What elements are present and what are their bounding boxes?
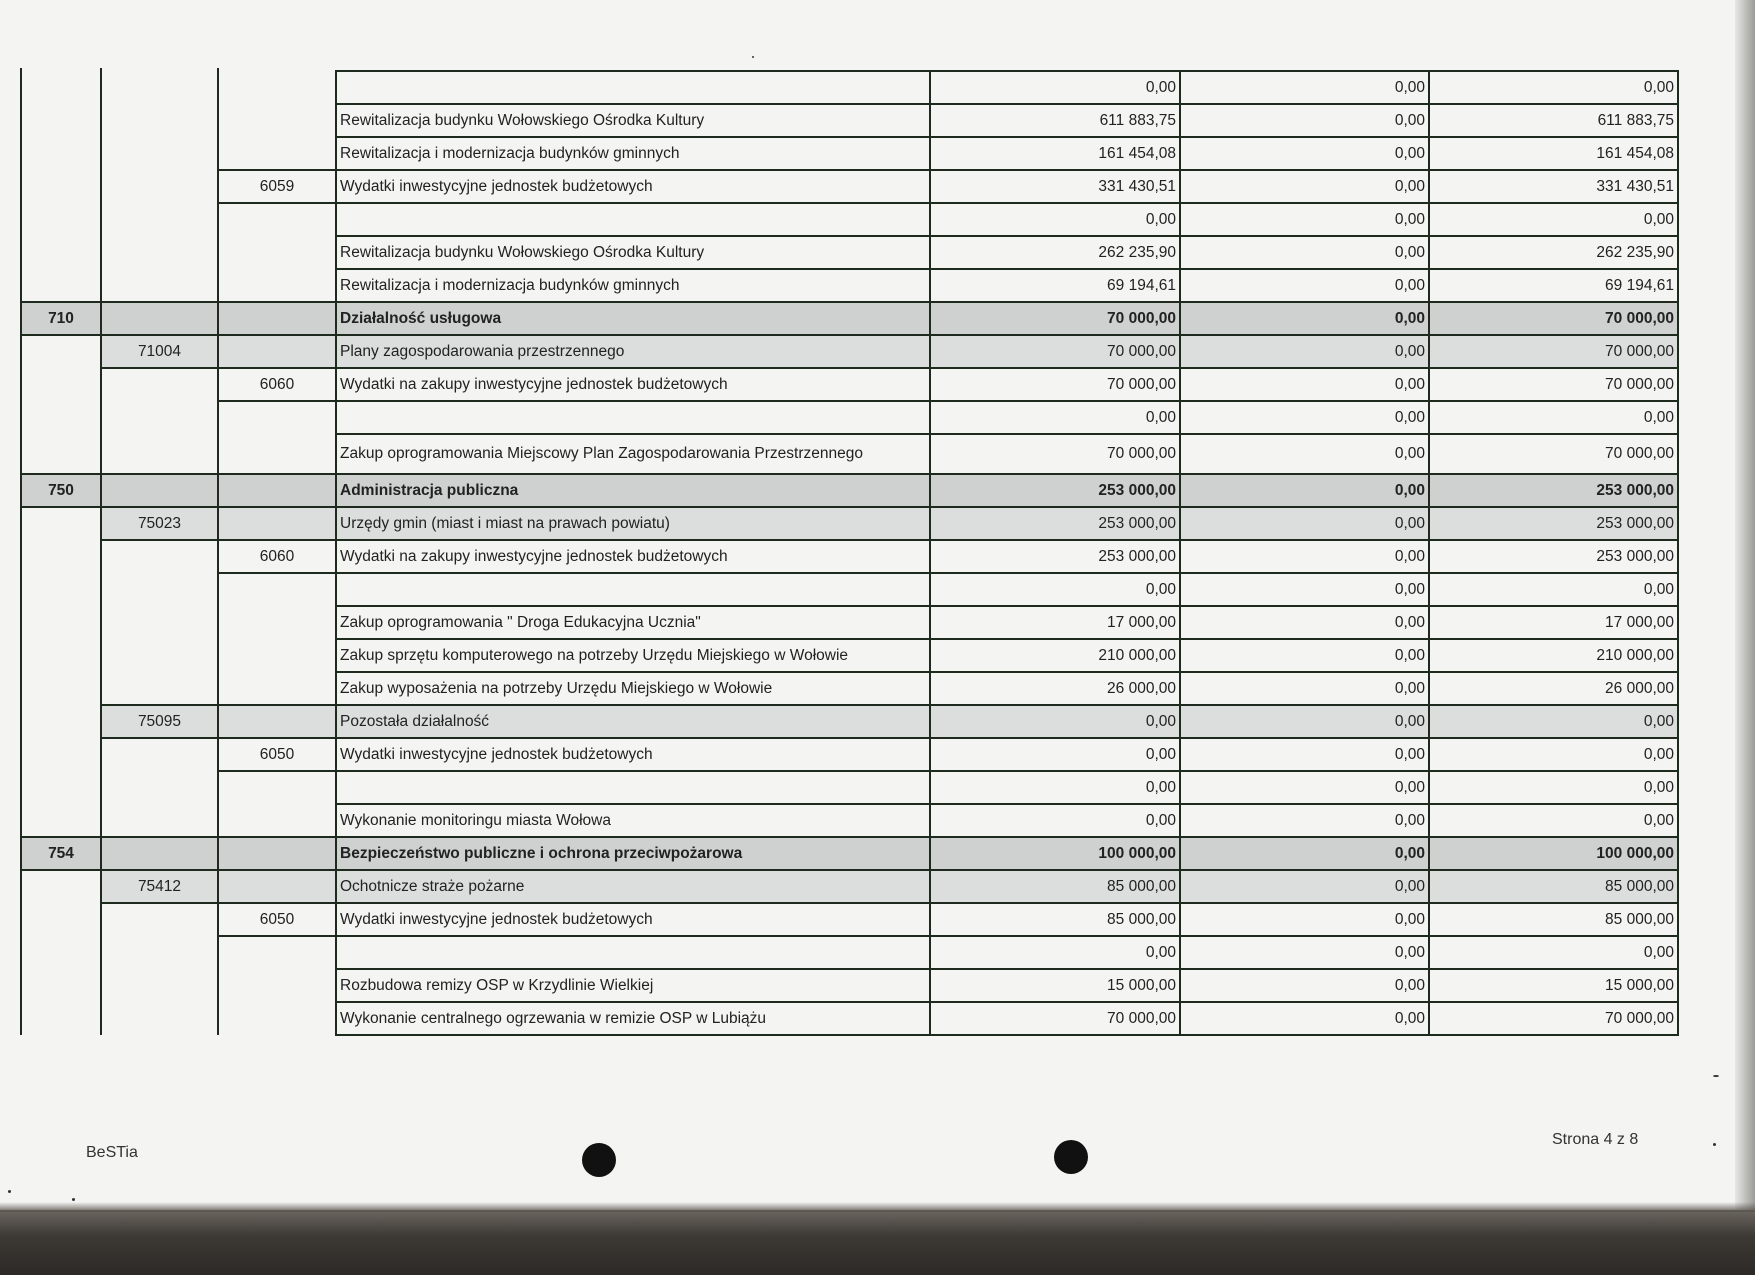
dzial-row <box>21 474 1678 507</box>
paragraf-cell <box>218 302 336 335</box>
description-cell <box>336 401 930 434</box>
description-cell: Wykonanie monitoringu miasta Wołowa <box>336 804 930 837</box>
scan-speck <box>752 56 754 58</box>
rozdzial-cell <box>101 203 218 236</box>
amount-change-cell: 0,00 <box>1180 606 1429 639</box>
description-cell: Zakup wyposażenia na potrzeby Urzędu Miejskiego w Wołowie <box>336 672 930 705</box>
amount-after-cell: 85 000,00 <box>1429 903 1678 936</box>
dzial-cell <box>21 335 101 368</box>
description-cell: Zakup sprzętu komputerowego na potrzeby Urzędu Miejskiego w Wołowie <box>336 639 930 672</box>
paragraf-cell: 6060 <box>218 540 336 573</box>
rozdzial-cell <box>101 137 218 170</box>
rozdzial-cell <box>101 1002 218 1035</box>
rozdzial-row <box>21 335 1678 368</box>
dzial-cell <box>21 870 101 903</box>
dzial-cell: 710 <box>21 302 101 335</box>
rozdzial-cell <box>101 71 218 104</box>
amount-change-cell: 0,00 <box>1180 936 1429 969</box>
rozdzial-cell <box>101 804 218 837</box>
amount-before-cell: 331 430,51 <box>930 170 1180 203</box>
rozdzial-cell <box>101 969 218 1002</box>
scan-speck <box>72 1198 75 1201</box>
amount-change-cell: 0,00 <box>1180 738 1429 771</box>
amount-change-cell: 0,00 <box>1180 434 1429 474</box>
amount-before-cell: 26 000,00 <box>930 672 1180 705</box>
table-row <box>21 771 1678 804</box>
paragraf-cell <box>218 474 336 507</box>
dzial-cell <box>21 969 101 1002</box>
description-cell: Wydatki na zakupy inwestycyjne jednostek budżetowych <box>336 368 930 401</box>
budget-table <box>20 70 1679 1036</box>
dzial-cell <box>21 401 101 434</box>
amount-after-cell: 161 454,08 <box>1429 137 1678 170</box>
amount-before-cell: 210 000,00 <box>930 639 1180 672</box>
description-cell: Rozbudowa remizy OSP w Krzydlinie Wielkiej <box>336 969 930 1002</box>
dzial-row <box>21 837 1678 870</box>
rozdzial-cell <box>101 368 218 401</box>
description-cell: Działalność usługowa <box>336 302 930 335</box>
amount-change-cell: 0,00 <box>1180 771 1429 804</box>
paragraf-row <box>21 540 1678 573</box>
amount-before-cell: 0,00 <box>930 203 1180 236</box>
rozdzial-cell <box>101 573 218 606</box>
paragraf-row <box>21 903 1678 936</box>
rozdzial-cell <box>101 474 218 507</box>
description-cell <box>336 71 930 104</box>
dzial-cell <box>21 104 101 137</box>
amount-change-cell: 0,00 <box>1180 170 1429 203</box>
amount-before-cell: 0,00 <box>930 71 1180 104</box>
rozdzial-cell <box>101 540 218 573</box>
amount-before-cell: 253 000,00 <box>930 474 1180 507</box>
scan-speck <box>1713 1075 1719 1077</box>
paragraf-cell: 6050 <box>218 738 336 771</box>
amount-before-cell: 85 000,00 <box>930 903 1180 936</box>
description-cell <box>336 771 930 804</box>
paragraf-cell <box>218 573 336 606</box>
table-row <box>21 203 1678 236</box>
table-row <box>21 804 1678 837</box>
table-row <box>21 71 1678 104</box>
paragraf-cell <box>218 401 336 434</box>
rozdzial-cell <box>101 434 218 474</box>
rozdzial-cell <box>101 672 218 705</box>
amount-change-cell: 0,00 <box>1180 203 1429 236</box>
paragraf-cell <box>218 606 336 639</box>
paragraf-cell <box>218 639 336 672</box>
dzial-cell <box>21 368 101 401</box>
description-cell: Wydatki inwestycyjne jednostek budżetowych <box>336 738 930 771</box>
amount-before-cell: 100 000,00 <box>930 837 1180 870</box>
dzial-cell: 754 <box>21 837 101 870</box>
dzial-cell <box>21 738 101 771</box>
table-row <box>21 573 1678 606</box>
punch-hole-left <box>582 1143 616 1177</box>
dzial-cell <box>21 804 101 837</box>
amount-after-cell: 0,00 <box>1429 401 1678 434</box>
rozdzial-cell <box>101 738 218 771</box>
dzial-cell <box>21 203 101 236</box>
amount-before-cell: 69 194,61 <box>930 269 1180 302</box>
amount-after-cell: 69 194,61 <box>1429 269 1678 302</box>
amount-before-cell: 0,00 <box>930 804 1180 837</box>
dzial-cell: 750 <box>21 474 101 507</box>
table-row <box>21 236 1678 269</box>
dzial-cell <box>21 434 101 474</box>
rozdzial-cell <box>101 606 218 639</box>
paragraf-cell <box>218 870 336 903</box>
description-cell: Pozostała działalność <box>336 705 930 738</box>
amount-before-cell: 70 000,00 <box>930 335 1180 368</box>
paragraf-cell <box>218 804 336 837</box>
amount-change-cell: 0,00 <box>1180 804 1429 837</box>
rozdzial-cell: 71004 <box>101 335 218 368</box>
paragraf-cell <box>218 434 336 474</box>
amount-before-cell: 70 000,00 <box>930 302 1180 335</box>
rozdzial-cell <box>101 170 218 203</box>
amount-change-cell: 0,00 <box>1180 137 1429 170</box>
rozdzial-cell <box>101 302 218 335</box>
paragraf-cell: 6059 <box>218 170 336 203</box>
rozdzial-row <box>21 705 1678 738</box>
footer-software-label: BeSTia <box>86 1144 138 1161</box>
amount-change-cell: 0,00 <box>1180 474 1429 507</box>
dzial-cell <box>21 672 101 705</box>
rozdzial-cell <box>101 236 218 269</box>
budget-table-body <box>21 71 1678 1035</box>
amount-after-cell: 85 000,00 <box>1429 870 1678 903</box>
paragraf-cell <box>218 335 336 368</box>
amount-before-cell: 70 000,00 <box>930 1002 1180 1035</box>
description-cell: Wydatki inwestycyjne jednostek budżetowych <box>336 903 930 936</box>
amount-after-cell: 17 000,00 <box>1429 606 1678 639</box>
amount-after-cell: 26 000,00 <box>1429 672 1678 705</box>
amount-change-cell: 0,00 <box>1180 302 1429 335</box>
amount-change-cell: 0,00 <box>1180 1002 1429 1035</box>
dzial-cell <box>21 903 101 936</box>
rozdzial-cell: 75412 <box>101 870 218 903</box>
amount-before-cell: 253 000,00 <box>930 507 1180 540</box>
dzial-cell <box>21 1002 101 1035</box>
dzial-cell <box>21 573 101 606</box>
amount-before-cell: 0,00 <box>930 771 1180 804</box>
amount-change-cell: 0,00 <box>1180 269 1429 302</box>
amount-after-cell: 0,00 <box>1429 804 1678 837</box>
paragraf-row <box>21 738 1678 771</box>
dzial-cell <box>21 170 101 203</box>
rozdzial-cell <box>101 903 218 936</box>
amount-after-cell: 100 000,00 <box>1429 837 1678 870</box>
description-cell: Bezpieczeństwo publiczne i ochrona przeciwpożarowa <box>336 837 930 870</box>
table-row <box>21 1002 1678 1035</box>
table-row <box>21 269 1678 302</box>
scan-speck <box>1713 1143 1716 1146</box>
paragraf-cell <box>218 936 336 969</box>
amount-change-cell: 0,00 <box>1180 837 1429 870</box>
table-row <box>21 104 1678 137</box>
amount-after-cell: 210 000,00 <box>1429 639 1678 672</box>
table-row <box>21 606 1678 639</box>
amount-after-cell: 253 000,00 <box>1429 507 1678 540</box>
rozdzial-cell <box>101 401 218 434</box>
description-cell: Administracja publiczna <box>336 474 930 507</box>
paragraf-cell <box>218 771 336 804</box>
paragraf-cell <box>218 203 336 236</box>
amount-after-cell: 0,00 <box>1429 771 1678 804</box>
paragraf-cell <box>218 969 336 1002</box>
amount-change-cell: 0,00 <box>1180 969 1429 1002</box>
dzial-cell <box>21 540 101 573</box>
amount-change-cell: 0,00 <box>1180 903 1429 936</box>
amount-before-cell: 253 000,00 <box>930 540 1180 573</box>
amount-after-cell: 70 000,00 <box>1429 1002 1678 1035</box>
description-cell <box>336 203 930 236</box>
punch-hole-right <box>1054 1140 1088 1174</box>
paragraf-cell <box>218 104 336 137</box>
amount-before-cell: 0,00 <box>930 573 1180 606</box>
amount-after-cell: 0,00 <box>1429 936 1678 969</box>
table-row <box>21 137 1678 170</box>
amount-change-cell: 0,00 <box>1180 368 1429 401</box>
amount-change-cell: 0,00 <box>1180 507 1429 540</box>
description-cell: Urzędy gmin (miast i miast na prawach powiatu) <box>336 507 930 540</box>
scan-speck <box>8 1190 11 1193</box>
footer-page-number: Strona 4 z 8 <box>1552 1131 1639 1148</box>
amount-change-cell: 0,00 <box>1180 870 1429 903</box>
dzial-cell <box>21 639 101 672</box>
dzial-cell <box>21 71 101 104</box>
amount-before-cell: 17 000,00 <box>930 606 1180 639</box>
description-cell: Rewitalizacja i modernizacja budynków gminnych <box>336 137 930 170</box>
amount-after-cell: 253 000,00 <box>1429 540 1678 573</box>
amount-before-cell: 15 000,00 <box>930 969 1180 1002</box>
rozdzial-row <box>21 870 1678 903</box>
description-cell: Zakup oprogramowania " Droga Edukacyjna Ucznia" <box>336 606 930 639</box>
paragraf-cell <box>218 1002 336 1035</box>
paragraf-cell <box>218 137 336 170</box>
rozdzial-cell: 75095 <box>101 705 218 738</box>
paragraf-cell: 6050 <box>218 903 336 936</box>
paragraf-cell <box>218 507 336 540</box>
description-cell: Ochotnicze straże pożarne <box>336 870 930 903</box>
amount-change-cell: 0,00 <box>1180 104 1429 137</box>
amount-after-cell: 331 430,51 <box>1429 170 1678 203</box>
rozdzial-cell <box>101 936 218 969</box>
amount-after-cell: 70 000,00 <box>1429 335 1678 368</box>
dzial-row <box>21 302 1678 335</box>
amount-change-cell: 0,00 <box>1180 71 1429 104</box>
dzial-cell <box>21 936 101 969</box>
amount-before-cell: 262 235,90 <box>930 236 1180 269</box>
amount-change-cell: 0,00 <box>1180 335 1429 368</box>
amount-before-cell: 0,00 <box>930 738 1180 771</box>
dzial-cell <box>21 137 101 170</box>
amount-before-cell: 85 000,00 <box>930 870 1180 903</box>
amount-before-cell: 611 883,75 <box>930 104 1180 137</box>
amount-after-cell: 0,00 <box>1429 705 1678 738</box>
description-cell: Wydatki na zakupy inwestycyjne jednostek budżetowych <box>336 540 930 573</box>
description-cell: Rewitalizacja i modernizacja budynków gminnych <box>336 269 930 302</box>
table-row <box>21 434 1678 474</box>
amount-after-cell: 15 000,00 <box>1429 969 1678 1002</box>
dzial-cell <box>21 771 101 804</box>
rozdzial-cell <box>101 837 218 870</box>
paragraf-cell: 6060 <box>218 368 336 401</box>
description-cell: Zakup oprogramowania Miejscowy Plan Zagospodarowania Przestrzennego <box>336 434 930 474</box>
amount-after-cell: 0,00 <box>1429 71 1678 104</box>
amount-after-cell: 70 000,00 <box>1429 368 1678 401</box>
amount-before-cell: 70 000,00 <box>930 434 1180 474</box>
amount-change-cell: 0,00 <box>1180 639 1429 672</box>
description-cell: Rewitalizacja budynku Wołowskiego Ośrodka Kultury <box>336 236 930 269</box>
rozdzial-row <box>21 507 1678 540</box>
rozdzial-cell <box>101 771 218 804</box>
amount-after-cell: 70 000,00 <box>1429 302 1678 335</box>
table-row <box>21 639 1678 672</box>
amount-change-cell: 0,00 <box>1180 540 1429 573</box>
table-row <box>21 401 1678 434</box>
dzial-cell <box>21 705 101 738</box>
amount-before-cell: 0,00 <box>930 705 1180 738</box>
dzial-cell <box>21 236 101 269</box>
amount-change-cell: 0,00 <box>1180 401 1429 434</box>
paragraf-cell <box>218 71 336 104</box>
description-cell: Rewitalizacja budynku Wołowskiego Ośrodka Kultury <box>336 104 930 137</box>
paragraf-cell <box>218 236 336 269</box>
table-row <box>21 969 1678 1002</box>
amount-after-cell: 0,00 <box>1429 738 1678 771</box>
amount-after-cell: 262 235,90 <box>1429 236 1678 269</box>
rozdzial-cell <box>101 104 218 137</box>
paragraf-row <box>21 368 1678 401</box>
paragraf-row <box>21 170 1678 203</box>
paragraf-cell <box>218 705 336 738</box>
amount-after-cell: 253 000,00 <box>1429 474 1678 507</box>
amount-change-cell: 0,00 <box>1180 672 1429 705</box>
amount-after-cell: 611 883,75 <box>1429 104 1678 137</box>
dzial-cell <box>21 269 101 302</box>
dzial-cell <box>21 606 101 639</box>
table-row <box>21 672 1678 705</box>
amount-after-cell: 0,00 <box>1429 573 1678 606</box>
amount-change-cell: 0,00 <box>1180 705 1429 738</box>
description-cell <box>336 573 930 606</box>
amount-before-cell: 0,00 <box>930 936 1180 969</box>
table-row <box>21 936 1678 969</box>
amount-after-cell: 0,00 <box>1429 203 1678 236</box>
scan-edge-shadow <box>1735 0 1755 1275</box>
rozdzial-cell <box>101 639 218 672</box>
description-cell <box>336 936 930 969</box>
rozdzial-cell <box>101 269 218 302</box>
amount-change-cell: 0,00 <box>1180 573 1429 606</box>
paragraf-cell <box>218 672 336 705</box>
amount-after-cell: 70 000,00 <box>1429 434 1678 474</box>
paragraf-cell <box>218 269 336 302</box>
amount-before-cell: 70 000,00 <box>930 368 1180 401</box>
dzial-cell <box>21 507 101 540</box>
description-cell: Wykonanie centralnego ogrzewania w remizie OSP w Lubiążu <box>336 1002 930 1035</box>
amount-before-cell: 161 454,08 <box>930 137 1180 170</box>
amount-change-cell: 0,00 <box>1180 236 1429 269</box>
amount-before-cell: 0,00 <box>930 401 1180 434</box>
scan-dark-border <box>0 1210 1755 1275</box>
paragraf-cell <box>218 837 336 870</box>
rozdzial-cell: 75023 <box>101 507 218 540</box>
description-cell: Wydatki inwestycyjne jednostek budżetowych <box>336 170 930 203</box>
description-cell: Plany zagospodarowania przestrzennego <box>336 335 930 368</box>
